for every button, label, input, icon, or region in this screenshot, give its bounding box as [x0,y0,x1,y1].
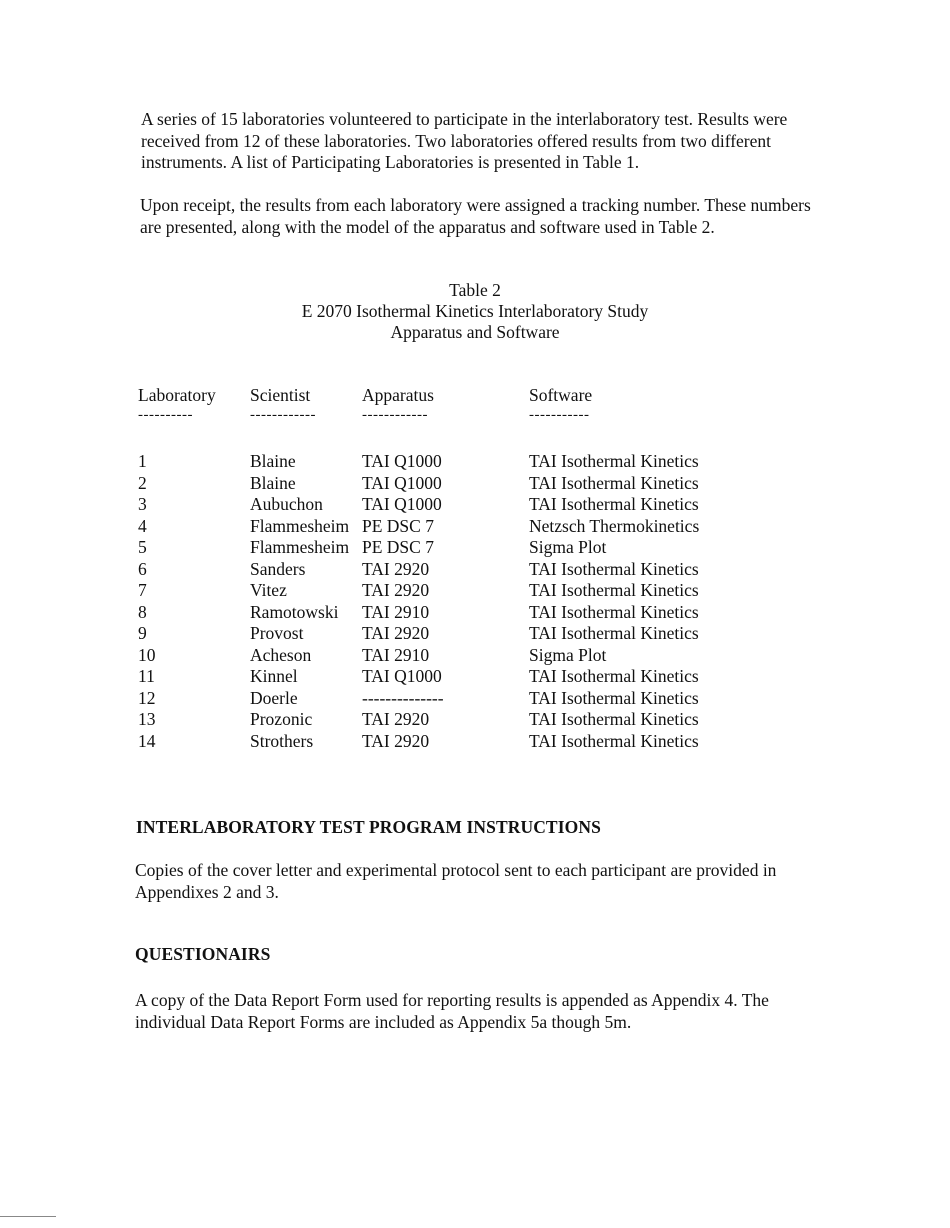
section-heading-instructions: INTERLABORATORY TEST PROGRAM INSTRUCTIONS [136,817,601,837]
cell-scientist: Flammesheim [250,515,350,536]
table-caption-study: E 2070 Isothermal Kinetics Interlaboratory Study [301,301,649,321]
header-underline-software: ----------- [529,407,590,423]
cell-laboratory: 7 [138,580,147,600]
cell-apparatus: TAI 2920 [362,709,430,729]
questionairs-paragraph: A copy of the Data Report Form used for reporting results is appended as Appendix 4. The individual Data Report Forms are included as Appendix 5a though 5m. [135,990,769,1032]
cell-scientist: Kinnel [250,666,298,686]
table-caption-title: Table 2 [449,280,501,300]
cell-apparatus: TAI Q1000 [362,472,442,493]
cell-laboratory: 2 [138,472,147,493]
cell-laboratory: 11 [138,666,155,686]
cell-laboratory: 10 [138,644,156,665]
cell-apparatus: TAI 2920 [362,623,430,643]
header-underline-apparatus: ------------ [362,407,428,423]
cell-laboratory: 5 [138,537,147,557]
cell-laboratory: 8 [138,601,147,622]
column-header-software: Software [529,385,593,405]
cell-apparatus: TAI Q1000 [362,494,442,514]
cell-scientist: Blaine [250,451,296,471]
cell-laboratory: 9 [138,623,147,643]
cell-scientist: Sanders [250,558,306,579]
cell-laboratory: 14 [138,730,156,751]
cell-apparatus: PE DSC 7 [362,537,434,557]
cell-scientist: Blaine [250,472,296,493]
cell-laboratory: 4 [138,515,147,536]
cell-software: TAI Isothermal Kinetics [529,494,699,514]
section-heading-questionairs: QUESTIONAIRS [135,944,271,964]
cell-laboratory: 12 [138,687,156,708]
instructions-paragraph: Copies of the cover letter and experimental protocol sent to each participant are provided in Appendixes 2 and 3. [135,860,777,902]
cell-scientist: Acheson [250,644,312,665]
cell-scientist: Strothers [250,730,314,751]
intro-paragraph-1: A series of 15 laboratories volunteered to participate in the interlaboratory test. Results were received from 12 of these laboratories. Two laboratories offered results from two different instruments. A list of Participating Laboratories is presented in Table 1. [141,109,788,172]
cell-scientist: Doerle [250,687,298,708]
column-header-laboratory: Laboratory [138,385,216,405]
column-header-apparatus: Apparatus [362,385,434,405]
cell-scientist: Ramotowski [250,601,339,622]
cell-apparatus: PE DSC 7 [362,515,434,536]
cell-apparatus: -------------- [362,687,444,708]
cell-laboratory: 3 [138,494,147,514]
cell-scientist: Vitez [250,580,287,600]
cell-apparatus: TAI 2910 [362,601,430,622]
cell-apparatus: TAI 2910 [362,644,430,665]
table-caption-subtitle: Apparatus and Software [390,322,560,342]
cell-scientist: Provost [250,623,304,643]
cell-apparatus: TAI 2920 [362,558,430,579]
cell-software: TAI Isothermal Kinetics [529,472,699,493]
cell-software: TAI Isothermal Kinetics [529,709,699,729]
cell-laboratory: 6 [138,558,147,579]
cell-apparatus: TAI Q1000 [362,451,442,471]
header-underline-scientist: ------------ [250,407,316,423]
cell-software: TAI Isothermal Kinetics [529,580,699,600]
intro-paragraph-2: Upon receipt, the results from each laboratory were assigned a tracking number. These numbers are presented, along with the model of the apparatus and software used in Table 2. [140,195,811,237]
header-underline-laboratory: ---------- [138,407,193,423]
cell-laboratory: 1 [138,451,147,471]
cell-scientist: Aubuchon [250,494,323,514]
scan-artifact-line [0,1216,56,1217]
cell-software: Sigma Plot [529,537,607,557]
cell-software: TAI Isothermal Kinetics [529,451,699,471]
cell-software: TAI Isothermal Kinetics [529,730,699,751]
cell-software: Sigma Plot [529,644,607,665]
cell-software: TAI Isothermal Kinetics [529,558,699,579]
cell-laboratory: 13 [138,709,156,729]
cell-software: TAI Isothermal Kinetics [529,623,699,643]
cell-software: TAI Isothermal Kinetics [529,666,699,686]
cell-apparatus: TAI 2920 [362,580,430,600]
cell-software: TAI Isothermal Kinetics [529,601,699,622]
column-header-scientist: Scientist [250,385,311,405]
cell-scientist: Flammesheim [250,537,350,557]
cell-scientist: Prozonic [250,709,313,729]
cell-apparatus: TAI Q1000 [362,666,442,686]
cell-software: TAI Isothermal Kinetics [529,687,699,708]
cell-apparatus: TAI 2920 [362,730,430,751]
cell-software: Netzsch Thermokinetics [529,515,700,536]
